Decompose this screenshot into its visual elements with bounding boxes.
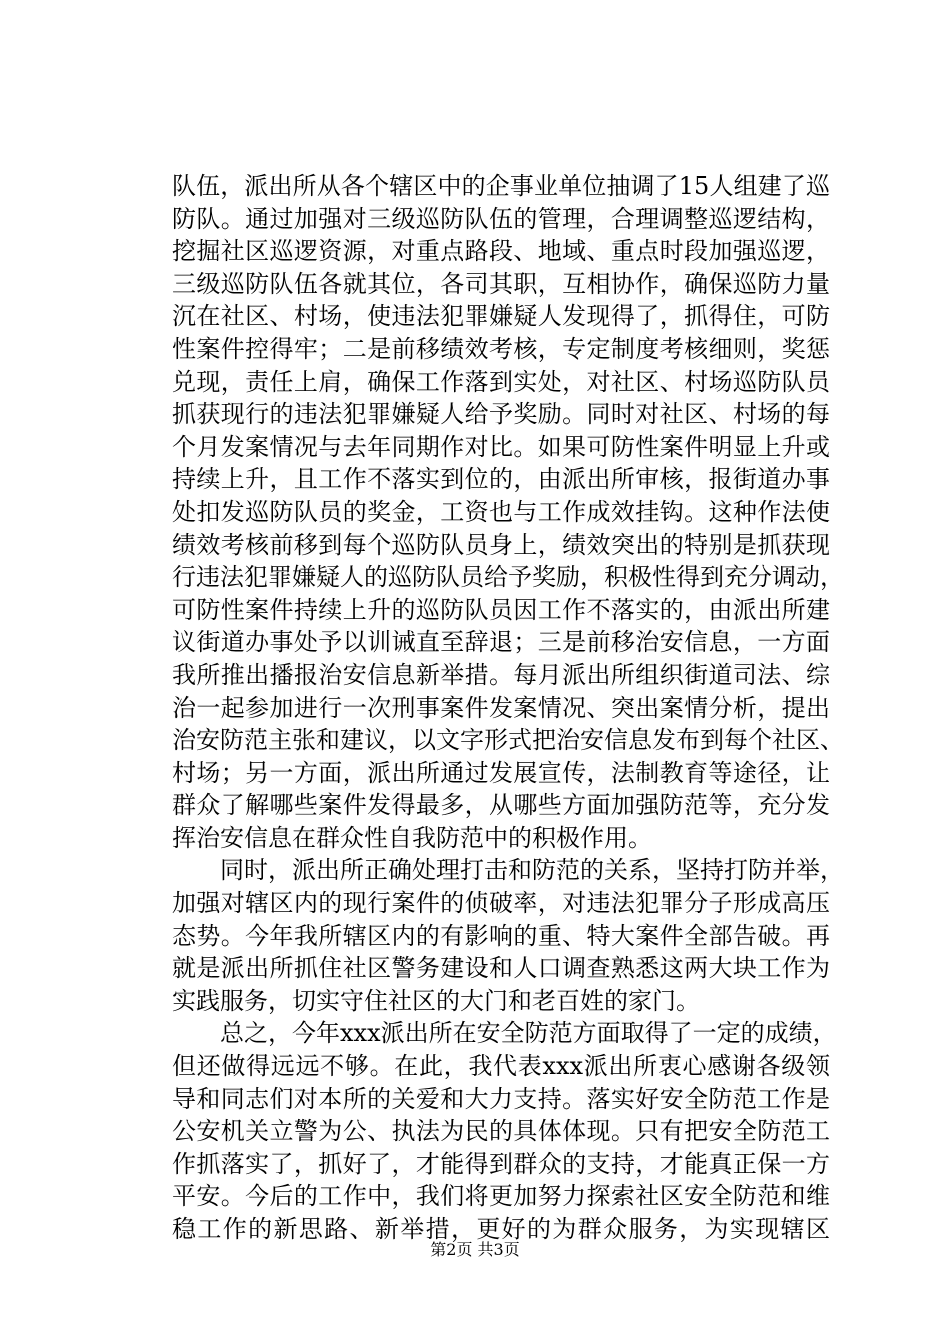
- text-line: 沉在社区、村场，使违法犯罪嫌疑人发现得了，抓得住，可防: [172, 302, 830, 331]
- text-line: 绩效考核前移到每个巡防队员身上，绩效突出的特别是抓获现: [172, 530, 830, 559]
- text-line: 持续上升，且工作不落实到位的，由派出所审核，报街道办事: [172, 465, 830, 494]
- text-line: 平安。今后的工作中，我们将更加努力探索社区安全防范和维: [172, 1182, 830, 1211]
- text-line: 村场；另一方面，派出所通过发展宣传，法制教育等途径，让: [172, 758, 830, 787]
- text-line: 性案件控得牢；二是前移绩效考核，专定制度考核细则，奖惩: [172, 334, 830, 363]
- text-line: 我所推出播报治安信息新举措。每月派出所组织街道司法、综: [172, 660, 830, 689]
- text-line: 就是派出所抓住社区警务建设和人口调查熟悉这两大块工作为: [172, 954, 830, 983]
- text-line: 三级巡防队伍各就其位，各司其职，互相协作，确保巡防力量: [172, 269, 830, 298]
- text-line: 抓获现行的违法犯罪嫌疑人给予奖励。同时对社区、村场的每: [172, 400, 830, 429]
- text-line: 态势。今年我所辖区内的有影响的重、特大案件全部告破。再: [172, 921, 830, 950]
- text-line: 挖掘社区巡逻资源，对重点路段、地域、重点时段加强巡逻，: [172, 237, 830, 266]
- text-line: 行违法犯罪嫌疑人的巡防队员给予奖励，积极性得到充分调动，: [172, 563, 844, 592]
- text-line: 群众了解哪些案件发得最多，从哪些方面加强防范等，充分发: [172, 791, 830, 820]
- text-line: 但还做得远远不够。在此，我代表xxx派出所衷心感谢各级领: [172, 1052, 830, 1081]
- body-text: [172, 170, 844, 1246]
- text-line: 加强对辖区内的现行案件的侦破率，对违法犯罪分子形成高压: [172, 889, 830, 918]
- page-number: 第2页 共3页: [430, 1240, 520, 1259]
- text-line: 议街道办事处予以训诫直至辞退；三是前移治安信息，一方面: [172, 628, 830, 657]
- text-line-paragraph-end: 实践服务，切实守住社区的大门和老百姓的家门。: [172, 986, 700, 1015]
- text-line: 稳工作的新思路、新举措，更好的为群众服务，为实现辖区: [172, 1215, 830, 1243]
- text-line: 兑现，责任上肩，确保工作落到实处，对社区、村场巡防队员: [172, 367, 830, 396]
- text-line: 公安机关立警为公、执法为民的具体体现。只有把安全防范工: [172, 1117, 830, 1146]
- text-line: 处扣发巡防队员的奖金，工资也与工作成效挂钩。这种作法使: [172, 497, 830, 526]
- text-line: 总之，今年xxx派出所在安全防范方面取得了一定的成绩，: [172, 1019, 837, 1048]
- text-line: 可防性案件持续上升的巡防队员因工作不落实的，由派出所建: [172, 595, 830, 624]
- text-line: 作抓落实了，抓好了，才能得到群众的支持，才能真正保一方: [172, 1149, 830, 1178]
- text-line: 队伍，派出所从各个辖区中的企事业单位抽调了15人组建了巡: [172, 172, 830, 200]
- text-line-paragraph-end: 挥治安信息在群众性自我防范中的积极作用。: [172, 823, 652, 852]
- text-line: 治安防范主张和建议，以文字形式把治安信息发布到每个社区、: [172, 726, 844, 755]
- text-line: 个月发案情况与去年同期作对比。如果可防性案件明显上升或: [172, 432, 830, 461]
- text-line: 防队。通过加强对三级巡防队伍的管理，合理调整巡逻结构，: [172, 204, 830, 233]
- page-footer: [0, 1240, 950, 1260]
- text-line: 导和同志们对本所的关爱和大力支持。落实好安全防范工作是: [172, 1084, 830, 1113]
- text-line: 治一起参加进行一次刑事案件发案情况、突出案情分析，提出: [172, 693, 830, 722]
- text-line: 同时，派出所正确处理打击和防范的关系，坚持打防并举，: [172, 856, 844, 885]
